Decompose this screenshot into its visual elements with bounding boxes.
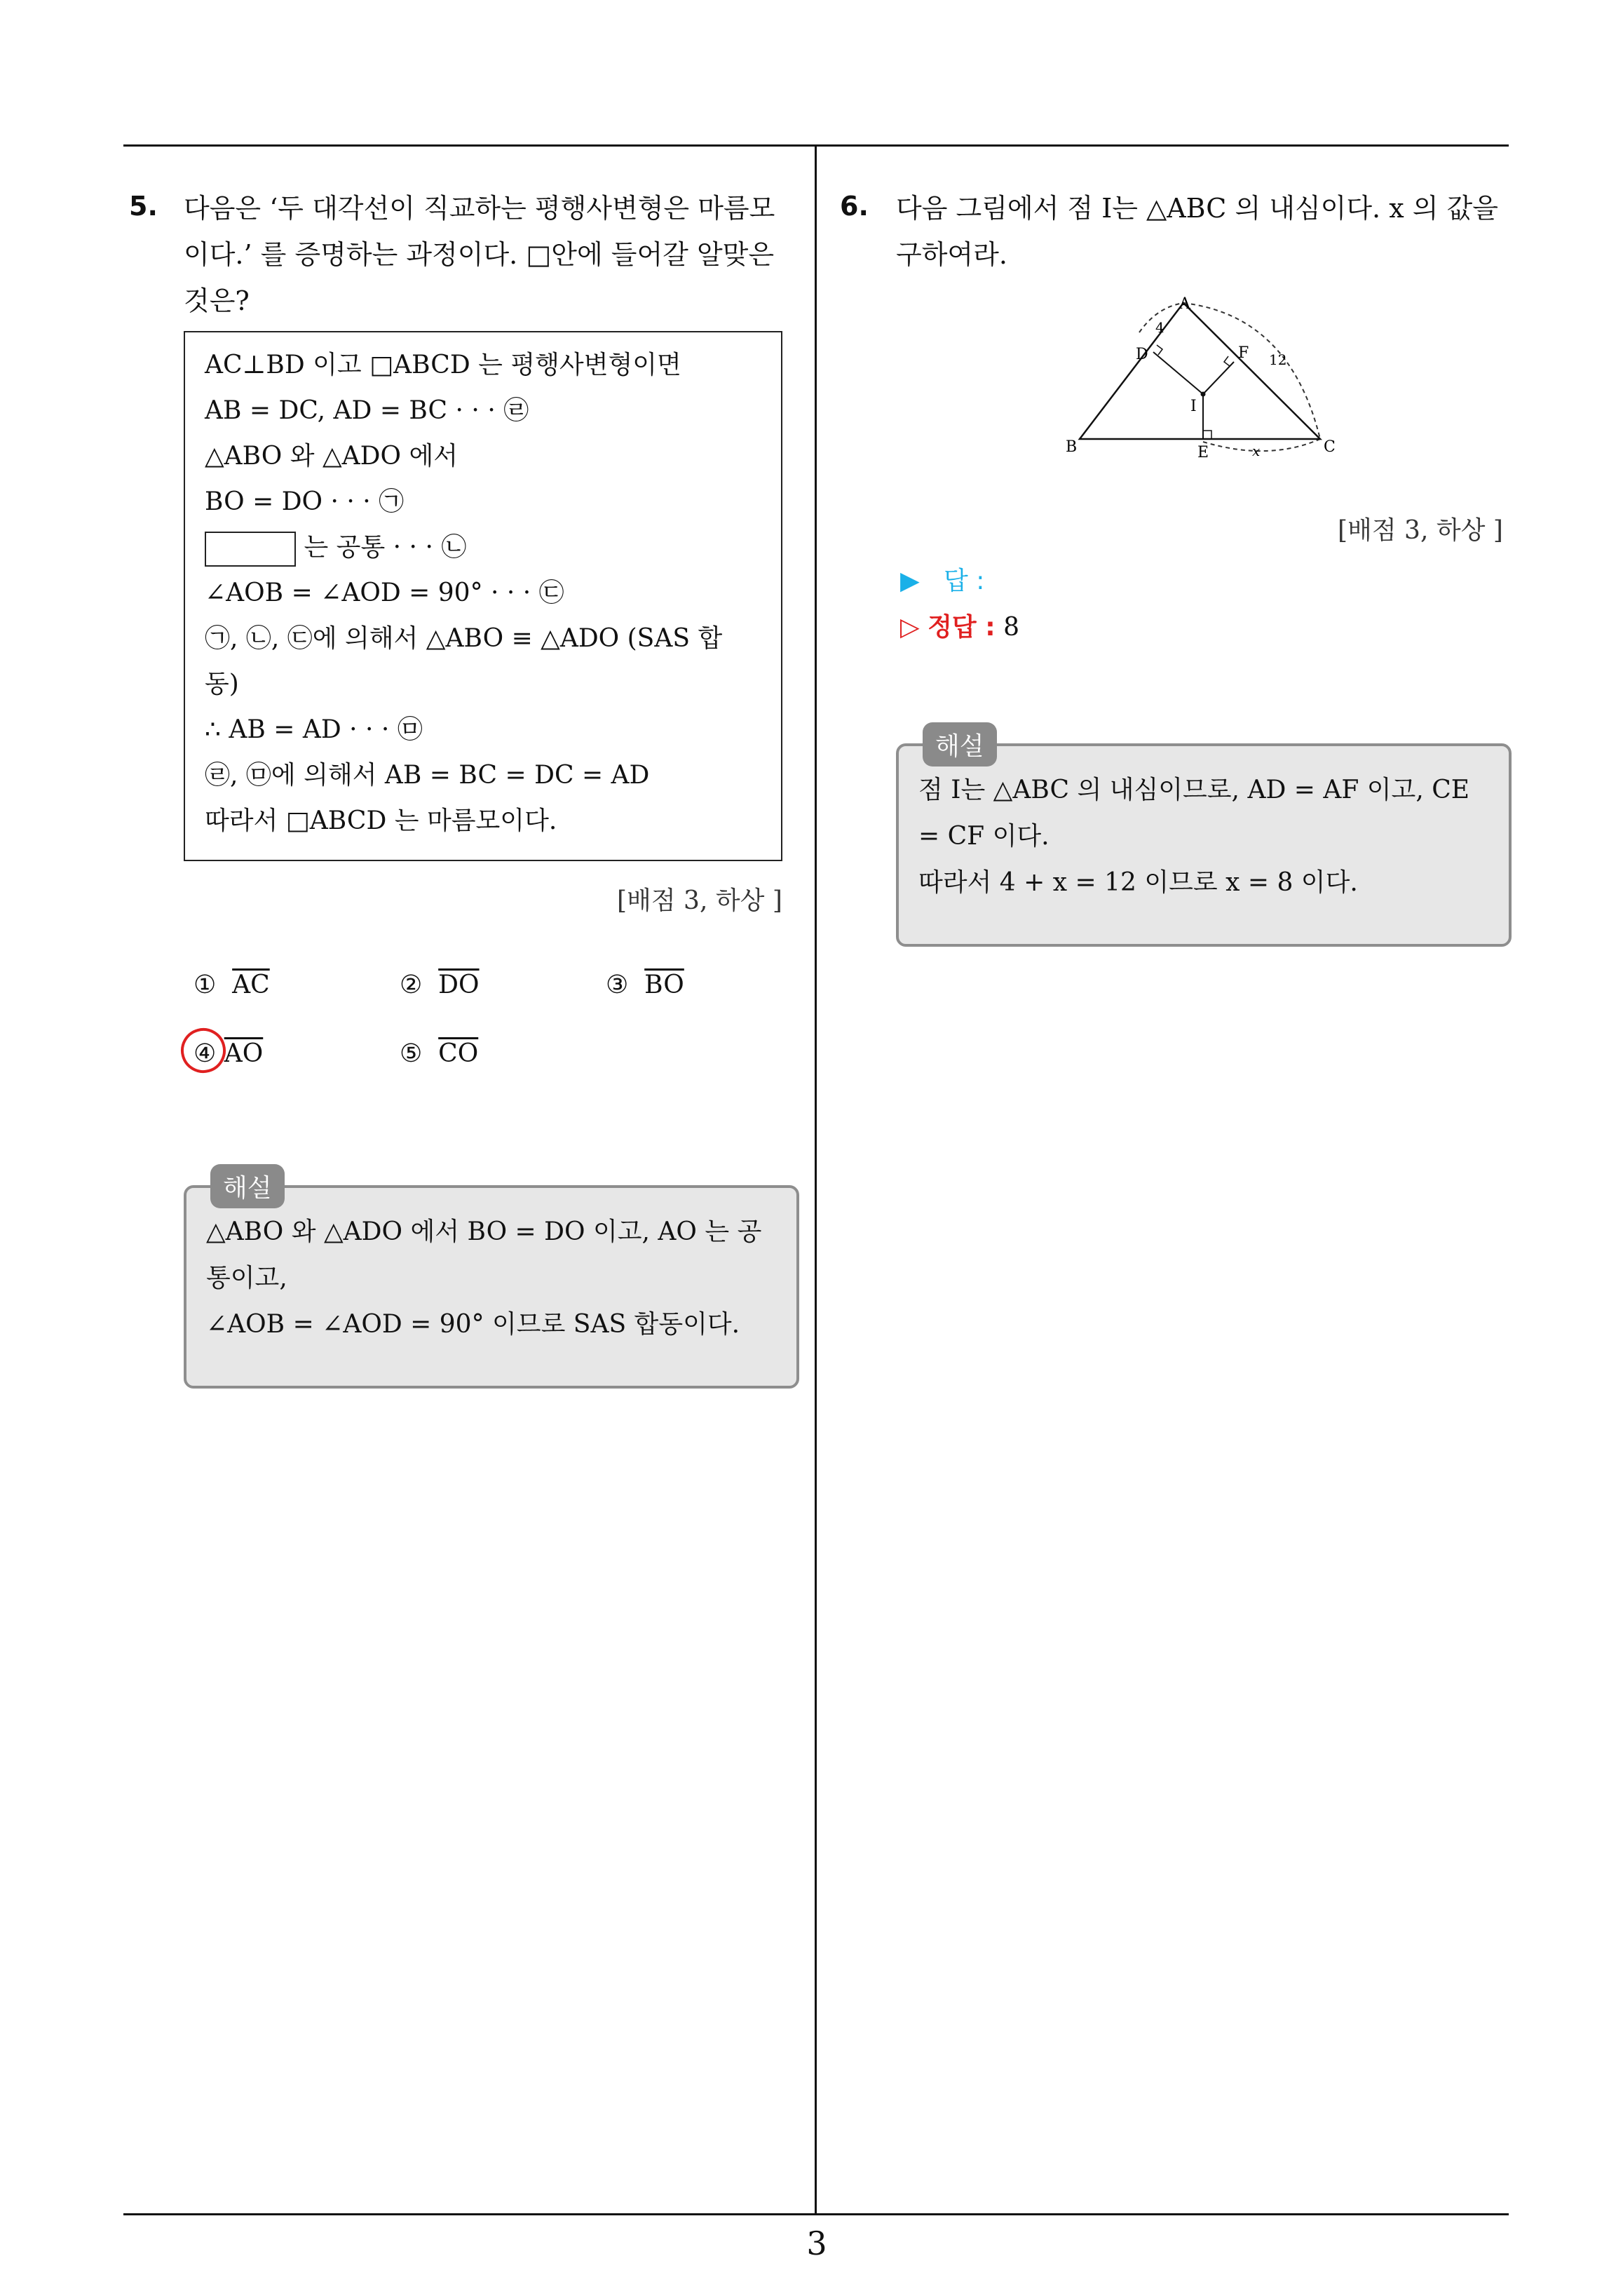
q5-number: 5. (129, 191, 158, 222)
proof-line-5 (205, 525, 761, 570)
triangle-abc (1080, 303, 1320, 439)
selected-answer-circle-icon (176, 1023, 231, 1078)
proof-line-10: ㉣, ㉤에 의해서 AB = BC = DC = AD (205, 761, 650, 790)
page-number: 3 (806, 2224, 827, 2262)
q5-stem (184, 185, 775, 324)
q6-solution-tag: 해설 (923, 722, 997, 767)
answer-blank-box (205, 532, 296, 567)
label-b: B (1066, 438, 1078, 456)
choice-3-num: ③ (606, 971, 629, 999)
q5-stem-line2: 이다.’ 를 증명하는 과정이다. □안에 들어갈 알맞은 (184, 239, 775, 270)
q5-solution-box (184, 1185, 799, 1389)
q5-stem-line3: 것은? (184, 285, 250, 316)
proof-line-4: BO = DO · · · ㉠ (205, 487, 405, 516)
q6-stem (896, 185, 1498, 278)
q6-stem-line1: 다음 그림에서 점 I는 △ABC 의 내심이다. x 의 값을 (896, 193, 1498, 224)
label-a: A (1179, 295, 1190, 313)
choice-1[interactable] (193, 971, 270, 999)
proof-line-3: △ABO 와 △ADO 에서 (205, 442, 459, 471)
q5-stem-line1: 다음은 ‘두 대각선이 직교하는 평행사변형은 마름모 (184, 193, 775, 224)
q6-triangle-figure (1066, 295, 1360, 470)
choice-2[interactable] (400, 971, 480, 999)
proof-line-11: 따라서 □ABCD 는 마름모이다. (205, 806, 557, 835)
proof-line-7: ㉠, ㉡, ㉢에 의해서 △ABO ≡ △ADO (SAS 합 (205, 624, 723, 653)
right-angle-e (1203, 431, 1211, 439)
proof-line-9: ∴ AB = AD · · · ㉤ (205, 715, 423, 744)
q6-stem-line2: 구하여라. (896, 239, 1007, 270)
bottom-rule (123, 2213, 1509, 2215)
correct-label: 정답 : (928, 613, 996, 642)
label-i: I (1190, 398, 1197, 415)
answer-arrow-icon: ▶ (900, 567, 920, 595)
q5-solution-tag: 해설 (210, 1164, 285, 1208)
choice-3[interactable] (606, 971, 684, 999)
proof-line-1: AC⊥BD 이고 □ABCD 는 평행사변형이면 (205, 351, 681, 379)
label-four: 4 (1155, 319, 1164, 336)
answer-label: 답 : (944, 567, 985, 595)
q6-solution-line2: = CF 이다. (918, 822, 1050, 851)
label-d: D (1136, 346, 1148, 363)
q6-solution-line3: 따라서 4 + x = 12 이므로 x = 8 이다. (918, 868, 1358, 897)
proof-line-6: ∠AOB = ∠AOD = 90° · · · ㉢ (205, 579, 564, 607)
label-x: x (1252, 443, 1261, 459)
q5-solution-line3: ∠AOB = ∠AOD = 90° 이므로 SAS 합동이다. (206, 1310, 740, 1339)
choice-3-text: $\overline{BO}$ (644, 971, 684, 999)
correct-arrow-icon: ▷ (900, 613, 920, 642)
right-angle-f (1224, 356, 1230, 366)
q5-solution-line2: 통이고, (206, 1264, 287, 1292)
label-twelve: 12 (1269, 351, 1287, 368)
column-divider (815, 144, 817, 2215)
choice-5[interactable] (400, 1039, 478, 1068)
proof-line-8: 동) (205, 670, 239, 698)
label-f: F (1238, 344, 1249, 362)
correct-value: 8 (1003, 613, 1019, 642)
q5-solution-line1: △ABO 와 △ADO 에서 BO = DO 이고, AO 는 공 (206, 1217, 762, 1246)
choice-5-num: ⑤ (400, 1039, 423, 1068)
choice-1-text: $\overline{AC}$ (232, 971, 270, 999)
choice-2-num: ② (400, 971, 423, 999)
proof-line-5-text: 는 공통 · · · ㉡ (304, 533, 467, 562)
choice-1-num: ① (193, 971, 217, 999)
q6-number: 6. (840, 191, 869, 222)
q5-score: [배점 3, 하상 ] (617, 886, 782, 915)
choice-5-text: $\overline{CO}$ (438, 1039, 479, 1068)
choice-4-text: $\overline{AO}$ (224, 1039, 264, 1068)
q6-solution-box (896, 743, 1512, 947)
incenter-dot (1201, 392, 1206, 397)
label-e: E (1197, 444, 1209, 461)
label-c: C (1324, 438, 1336, 456)
arc-x (1203, 439, 1320, 451)
q6-answer-row[interactable] (900, 561, 984, 597)
choice-2-text: $\overline{DO}$ (438, 971, 480, 999)
proof-line-2: AB = DC, AD = BC · · · ㉣ (205, 396, 529, 425)
choice-4-num: ④ (193, 1039, 217, 1068)
radius-if (1203, 362, 1234, 394)
radius-id (1153, 352, 1203, 394)
q6-solution-line1: 점 I는 △ABC 의 내심이므로, AD = AF 이고, CE (918, 776, 1470, 804)
q6-correct-row (900, 607, 1019, 643)
q5-proof-box (184, 331, 782, 861)
right-angle-d (1157, 345, 1162, 355)
q6-score: [배점 3, 하상 ] (1338, 516, 1503, 545)
